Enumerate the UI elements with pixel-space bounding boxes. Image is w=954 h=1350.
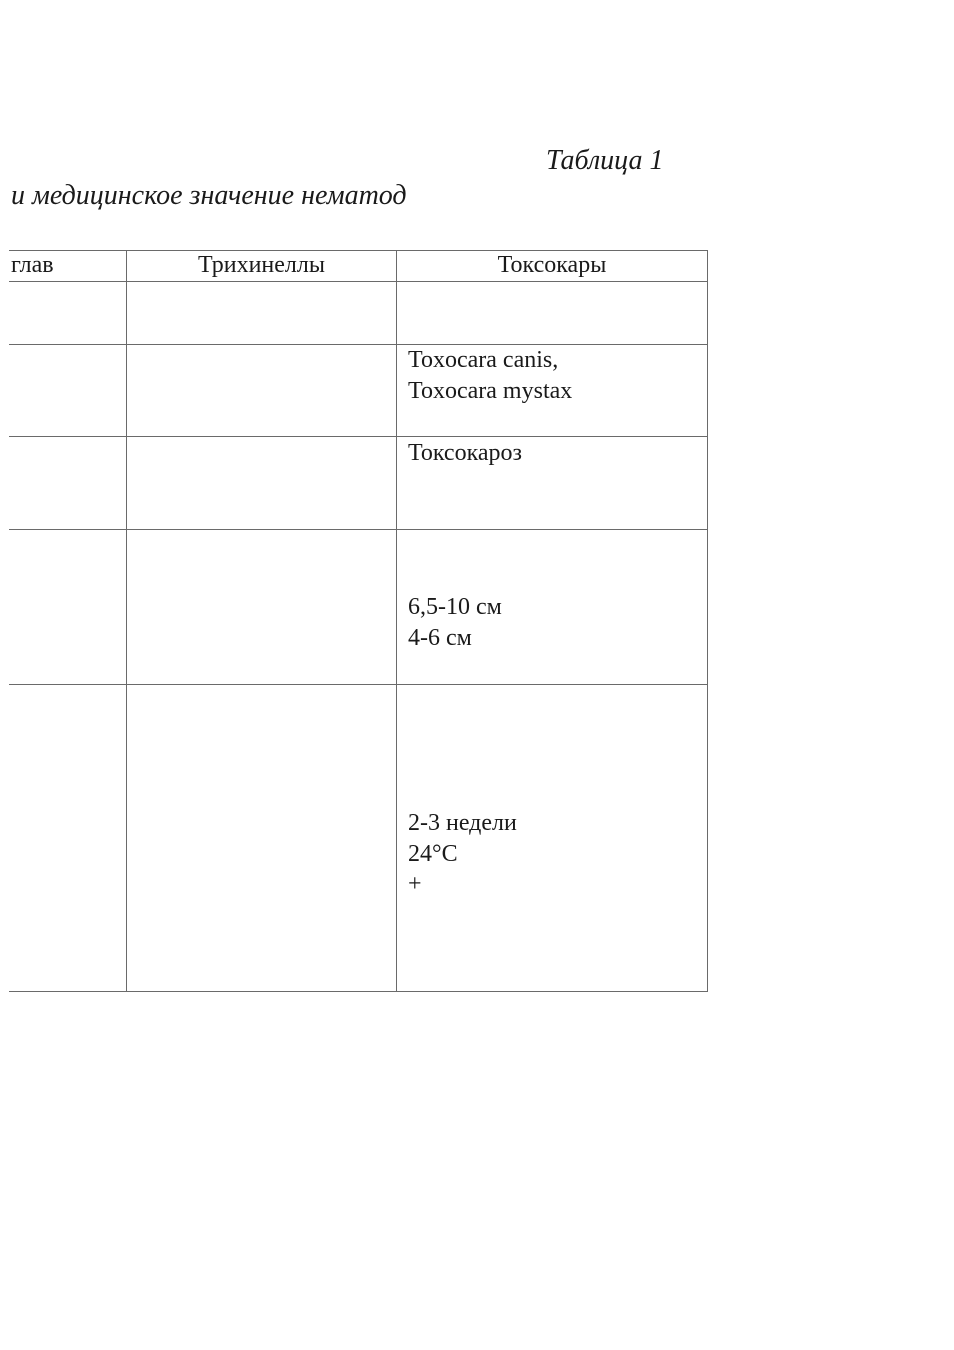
table-cell: 6,5-10 см — [408, 594, 502, 620]
data-table — [0, 250, 708, 992]
table-border-bottom — [9, 991, 708, 992]
column-divider — [396, 250, 397, 992]
column-header-trichinella: Трихинеллы — [197, 252, 325, 278]
row-divider — [9, 436, 708, 437]
table-title: и медицинское значение нематод — [11, 180, 407, 211]
column-divider — [126, 250, 127, 992]
table-cell: Toxocara canis, — [408, 347, 559, 373]
row-divider — [9, 684, 708, 685]
table-number: Таблица 1 — [546, 145, 664, 176]
row-divider — [9, 344, 708, 345]
table-cell: Toxocara mystax — [408, 378, 573, 404]
row-divider — [9, 529, 708, 530]
table-cell: + — [408, 871, 422, 897]
table-cell: 4-6 см — [408, 625, 472, 651]
table-cell: Токсокароз — [408, 440, 522, 466]
table-cell: 2-3 недели — [408, 810, 517, 836]
table-cell: 24°C — [408, 841, 458, 867]
table-border-right — [707, 250, 708, 992]
header-divider — [9, 281, 708, 282]
column-header-toxocara: Токсокары — [497, 252, 607, 278]
column-header-partial: глав — [11, 252, 54, 278]
